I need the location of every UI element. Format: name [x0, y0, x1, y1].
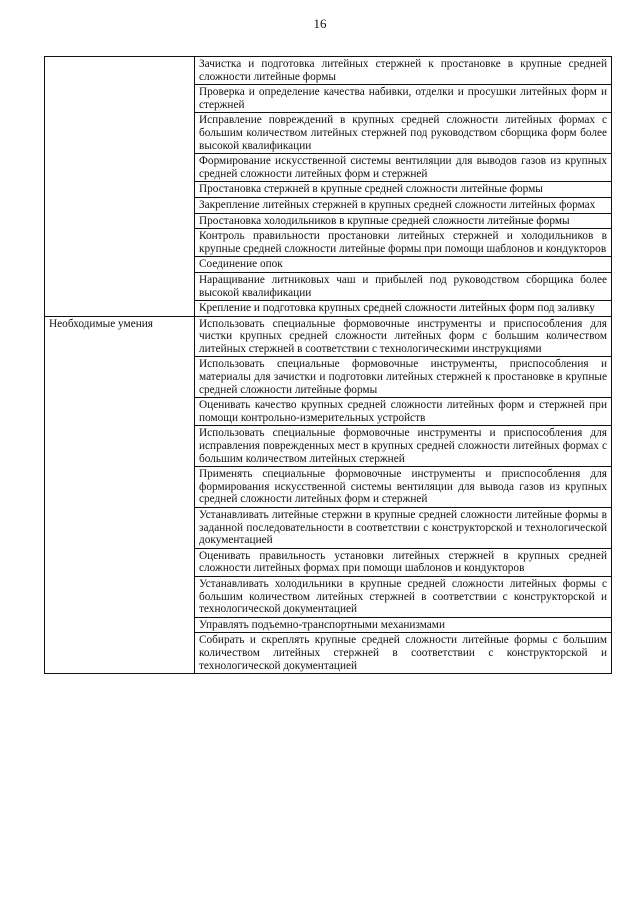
- labor-action-item: Проверка и определение качества набивки, отделки и просушки литейных форм и стержней: [195, 85, 612, 113]
- skill-item: Оценивать качество крупных средней сложности литейных форм и стержней при помощи контрольно-измерительных устройств: [195, 398, 612, 426]
- labor-action-item: Наращивание литниковых чаш и прибылей под руководством сборщика более высокой квалификации: [195, 272, 612, 300]
- skill-item: Использовать специальные формовочные инструменты, приспособления и материалы для зачистки и подготовки литейных стержней к простановке в крупные средней сложности литейные формы: [195, 357, 612, 398]
- skill-item: Управлять подъемно-транспортными механизмами: [195, 617, 612, 633]
- skill-item: Применять специальные формовочные инструменты и приспособления для формирования искусственной системы вентиляции для вывода газов из крупных средней сложности литейных форм и стержней: [195, 467, 612, 508]
- skill-item: Устанавливать холодильники в крупные средней сложности литейных формы с большим количеством литейных стержней в соответствии с конструкторской и технологической документацией: [195, 576, 612, 617]
- table-row: [45, 316, 612, 357]
- skill-item: Использовать специальные формовочные инструменты и приспособления для чистки крупных средней сложности литейных форм с большим количеством литейных стержней в соответствии с технологическими инструкциями: [195, 316, 612, 357]
- skill-item: Использовать специальные формовочные инструменты и приспособления для исправления поврежденных мест в крупных средней сложности литейных формах с большим количеством литейных стержней: [195, 426, 612, 467]
- skill-item: Оценивать правильность установки литейных стержней в крупных средней сложности литейных формах при помощи шаблонов и кондукторов: [195, 548, 612, 576]
- labor-action-item: Зачистка и подготовка литейных стержней к простановке в крупные средней сложности литейные формы: [195, 57, 612, 85]
- labor-action-item: Исправление повреждений в крупных средней сложности литейных формах с большим количеством литейных стержней под руководством сборщика форм более высокой квалификации: [195, 113, 612, 154]
- labor-action-item: Крепление и подготовка крупных средней сложности литейных форм под заливку: [195, 301, 612, 317]
- skills-label: Необходимые умения: [45, 316, 195, 673]
- skill-item: Собирать и скреплять крупные средней сложности литейные формы с большим количеством литейных стержней в соответствии с конструкторской и технологической документацией: [195, 633, 612, 674]
- labor-action-item: Формирование искусственной системы вентиляции для выводов газов из крупных средней сложности литейных форм и стержней: [195, 154, 612, 182]
- table-row: [45, 57, 612, 85]
- skill-item: Устанавливать литейные стержни в крупные средней сложности литейные формы в заданной последовательности в соответствии с конструкторской и технологической документацией: [195, 508, 612, 549]
- labor-actions-label-cell: [45, 57, 195, 317]
- requirements-table: [44, 56, 612, 674]
- labor-action-item: Простановка холодильников в крупные средней сложности литейные формы: [195, 213, 612, 229]
- labor-action-item: Контроль правильности простановки литейных стержней и холодильников в крупные средней сложности литейные формы при помощи шаблонов и кондукторов: [195, 229, 612, 257]
- labor-action-item: Простановка стержней в крупные средней сложности литейные формы: [195, 182, 612, 198]
- labor-action-item: Соединение опок: [195, 257, 612, 273]
- page-number: 16: [313, 16, 327, 31]
- labor-action-item: Закрепление литейных стержней в крупных средней сложности литейных формах: [195, 197, 612, 213]
